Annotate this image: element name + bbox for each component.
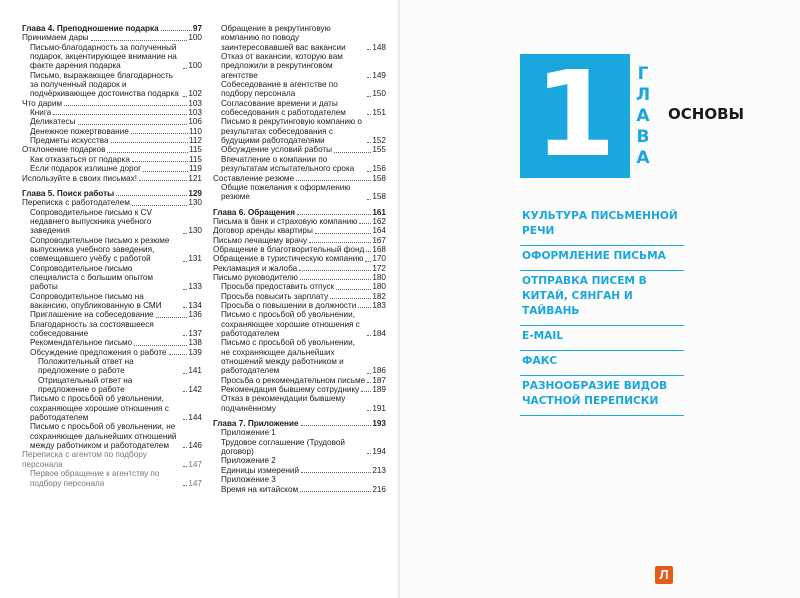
toc-entry-title: Письмо с просьбой об увольнении, не сохраняющее дальнейших отношений между работником и работодателем xyxy=(30,422,177,451)
toc-leader-dots xyxy=(132,205,187,206)
toc-entry-title: Принимаем дары xyxy=(22,33,89,43)
toc-entry-title: Письмо, выражающее благодарность за полученный подарок и подчёркивающее достоинства подарка xyxy=(30,70,179,99)
toc-entry-title: Деликатесы xyxy=(30,117,76,127)
toc-page-number: 180 xyxy=(372,272,386,282)
toc-entry xyxy=(213,52,386,80)
toc-chapter-entry xyxy=(22,189,202,198)
section-item: РАЗНООБРАЗИЕ ВИДОВ ЧАСТНОЙ ПЕРЕПИСКИ xyxy=(520,376,684,416)
toc-leader-dots xyxy=(183,419,187,420)
toc-entry-title: Отказ от вакансии, которую вам предложили в рекрутинговом агентстве xyxy=(221,52,343,80)
toc-leader-dots xyxy=(367,77,371,78)
chapter-title: ОСНОВЫ xyxy=(668,105,745,123)
toc-page-number: 180 xyxy=(372,282,386,292)
toc-entry xyxy=(22,198,202,207)
toc-column-1 xyxy=(22,24,202,488)
toc-entry-title: Сопроводительное письмо к резюме выпускника учебного заведения, совмещавшего учёбу с работой xyxy=(30,235,170,264)
toc-leader-dots xyxy=(299,270,371,271)
toc-page-number: 158 xyxy=(372,192,386,202)
toc-entry-title: Письмо с просьбой об увольнении, сохраняющее хорошие отношения с работодателем xyxy=(30,394,169,423)
toc-entry xyxy=(213,475,386,484)
toc-page-number: 187 xyxy=(372,375,386,385)
toc-leader-dots xyxy=(183,373,187,374)
toc-entry xyxy=(213,310,386,338)
toc-entry xyxy=(213,145,386,154)
toc-page-number: 131 xyxy=(188,254,202,264)
toc-page-number: 184 xyxy=(372,329,386,338)
toc-entry xyxy=(213,376,386,385)
toc-leader-dots xyxy=(131,133,188,134)
toc-entry-title: Просьба о повышении в должности xyxy=(221,300,357,310)
toc-entry-title: Обращение в рекрутинговую компанию по поводу заинтересовавшей вас вакансии xyxy=(221,24,346,52)
toc-leader-dots xyxy=(183,485,187,486)
toc-leader-dots xyxy=(183,391,187,392)
toc-leader-dots xyxy=(183,96,187,97)
toc-entry-title: Глава 7. Приложение xyxy=(213,419,299,429)
toc-leader-dots xyxy=(330,298,371,299)
toc-entry-title: Просьба повысить зарплату xyxy=(221,291,329,301)
toc-page-number: 149 xyxy=(372,70,386,80)
toc-page-number: 137 xyxy=(188,329,202,338)
toc-entry-title: Единицы измерений xyxy=(221,465,300,475)
toc-entry-title: Сопроводительное письмо специалиста с большим опытом работы xyxy=(30,263,154,292)
toc-leader-dots xyxy=(78,124,188,125)
toc-leader-dots xyxy=(367,96,371,97)
toc-entry xyxy=(213,428,386,437)
section-item: E-MAIL xyxy=(520,326,684,351)
toc-page-number: 148 xyxy=(372,42,386,52)
toc-leader-dots xyxy=(297,214,371,215)
toc-entry xyxy=(213,438,386,457)
toc-leader-dots xyxy=(107,152,187,153)
toc-page-number: 103 xyxy=(188,98,202,108)
toc-page-number: 110 xyxy=(188,126,202,136)
toc-entry xyxy=(213,99,386,118)
toc-entry xyxy=(213,117,386,145)
toc-entry xyxy=(22,348,202,357)
toc-entry-title: Общие пожелания к оформлению резюме xyxy=(221,182,351,202)
toc-entry xyxy=(213,254,386,263)
toc-entry-title: Рекламация и жалоба xyxy=(213,263,298,273)
toc-page-number: 194 xyxy=(372,447,386,457)
toc-leader-dots xyxy=(334,152,371,153)
chapter-number-badge xyxy=(520,45,630,183)
toc-page-number: 130 xyxy=(188,198,202,208)
toc-leader-dots xyxy=(64,105,187,106)
toc-entry-title: Обсуждение условий работы xyxy=(221,145,333,155)
toc-entry-title: Просьба предоставить отпуск xyxy=(221,282,335,292)
toc-leader-dots xyxy=(300,491,371,492)
toc-entry xyxy=(213,338,386,375)
chapter-letter: А xyxy=(636,106,650,126)
toc-leader-dots xyxy=(359,223,371,224)
toc-leader-dots xyxy=(183,447,187,448)
toc-leader-dots xyxy=(365,261,371,262)
toc-entry xyxy=(22,99,202,108)
toc-entry xyxy=(213,236,386,245)
toc-leader-dots xyxy=(301,425,372,426)
toc-leader-dots xyxy=(116,195,187,196)
toc-page-number: 172 xyxy=(372,263,386,273)
toc-entry xyxy=(22,320,202,339)
toc-leader-dots xyxy=(301,472,371,473)
toc-entry-title: Положительный ответ на предложение о работе xyxy=(38,357,134,376)
toc-entry-title: Договор аренды квартиры xyxy=(213,226,313,236)
toc-page-number: 115 xyxy=(188,154,202,164)
toc-entry-title: Глава 5. Поиск работы xyxy=(22,188,115,198)
section-item: ОТПРАВКА ПИСЕМ В КИТАЙ, СЯНГАН И ТАЙВАНЬ xyxy=(520,271,684,326)
toc-entry xyxy=(213,485,386,494)
toc-entry-title: Составление резюме xyxy=(213,173,295,183)
toc-leader-dots xyxy=(367,142,371,143)
toc-leader-dots xyxy=(161,30,192,31)
toc-entry-title: Отрицательный ответ на предложение о работе xyxy=(38,375,133,395)
toc-entry xyxy=(213,456,386,465)
toc-entry xyxy=(213,183,386,202)
toc-entry-title: Письмо в рекрутинговую компанию о результатах собеседования с будущими работодателями xyxy=(221,117,362,146)
toc-page-number: 167 xyxy=(372,235,386,245)
toc-entry xyxy=(22,208,202,236)
toc-entry-title: Письмо с просьбой об увольнении, не сохраняющее дальнейших отношений между работником и работодателем xyxy=(221,338,355,376)
toc-leader-dots xyxy=(183,233,187,234)
toc-page-number: 134 xyxy=(188,300,202,310)
toc-leader-dots xyxy=(367,171,371,172)
toc-page-number: 103 xyxy=(188,108,202,118)
toc-entry-title: Обращение в благотворительный фонд xyxy=(213,244,365,254)
toc-leader-dots xyxy=(183,289,187,290)
toc-entry xyxy=(213,80,386,99)
toc-entry-title: Переписка с агентом по подбору персонала xyxy=(22,450,147,469)
toc-leader-dots xyxy=(358,307,371,308)
toc-entry-title: Приложение 2 xyxy=(221,456,276,466)
toc-entry-title: Глава 4. Преподношение подарка xyxy=(22,24,159,33)
toc-leader-dots xyxy=(367,453,371,454)
toc-leader-dots xyxy=(183,466,187,467)
toc-entry xyxy=(22,33,202,42)
toc-page-number: 100 xyxy=(188,33,202,43)
toc-page-number: 119 xyxy=(188,164,202,174)
publisher-logo: Л xyxy=(655,566,673,584)
toc-leader-dots xyxy=(367,114,371,115)
toc-entry-title: Приложение 3 xyxy=(221,475,276,485)
toc-entry xyxy=(22,422,202,450)
toc-leader-dots xyxy=(296,180,371,181)
toc-page-number: 121 xyxy=(188,173,202,183)
toc-entry xyxy=(213,466,386,475)
toc-page-number: 150 xyxy=(372,89,386,99)
toc-page-number: 161 xyxy=(372,207,386,217)
toc-page-number: 170 xyxy=(372,254,386,264)
toc-entry-title: Денежное пожертвование xyxy=(30,126,129,136)
toc-page-number: 152 xyxy=(372,136,386,146)
toc-entry-title: Письма в банк и страховую компанию xyxy=(213,216,358,226)
toc-entry-title: Книга xyxy=(30,108,52,118)
toc-entry-title: Рекомендательное письмо xyxy=(30,338,133,348)
toc-page-number: 146 xyxy=(188,441,202,451)
toc-page-number: 139 xyxy=(188,347,202,357)
toc-page-number: 141 xyxy=(188,366,202,376)
chapter-letter: Л xyxy=(635,85,651,105)
toc-page-number: 213 xyxy=(372,465,386,475)
toc-page-number: 186 xyxy=(372,366,386,376)
chapter-sections-list xyxy=(520,206,684,416)
toc-entry-title: Собеседование в агентстве по подбору персонала xyxy=(221,80,338,99)
toc-entry-title: Что дарим xyxy=(22,98,63,108)
toc-page-number: 102 xyxy=(188,89,202,99)
toc-entry-title: Отказ в рекомендации бывшему подчинённому xyxy=(221,394,346,413)
toc-entry-title: Приложение 1 xyxy=(221,428,276,438)
toc-entry xyxy=(213,217,386,226)
toc-leader-dots xyxy=(183,335,187,336)
toc-leader-dots xyxy=(53,114,187,115)
toc-leader-dots xyxy=(183,261,187,262)
chapter-letter: В xyxy=(636,127,650,147)
toc-entry xyxy=(22,338,202,347)
toc-entry xyxy=(22,292,202,311)
toc-entry xyxy=(22,469,202,488)
toc-leader-dots xyxy=(361,391,371,392)
toc-leader-dots xyxy=(169,354,188,355)
toc-leader-dots xyxy=(111,142,188,143)
toc-entry-title: Благодарность за состоявшееся собеседование xyxy=(30,319,154,338)
toc-entry xyxy=(213,273,386,282)
toc-entry xyxy=(22,127,202,136)
toc-leader-dots xyxy=(367,49,371,50)
toc-entry xyxy=(213,174,386,183)
section-item: ФАКС xyxy=(520,351,684,376)
toc-entry xyxy=(213,264,386,273)
toc-page-number: 136 xyxy=(188,310,202,320)
toc-page-number: 183 xyxy=(372,300,386,310)
toc-entry xyxy=(22,43,202,71)
toc-chapter-entry xyxy=(22,24,202,33)
toc-leader-dots xyxy=(309,242,371,243)
toc-entry-title: Если подарок излишне дорог xyxy=(30,164,142,174)
toc-entry-title: Приглашение на собеседование xyxy=(30,310,154,320)
toc-page-number: 115 xyxy=(188,145,202,155)
toc-page-number: 164 xyxy=(372,226,386,236)
toc-entry xyxy=(213,292,386,301)
toc-page-number: 158 xyxy=(372,173,386,183)
toc-entry-title: Просьба о рекомендательном письме xyxy=(221,375,366,385)
toc-entry-title: Используйте в своих письмах! xyxy=(22,173,138,183)
toc-page-number: 216 xyxy=(372,484,386,494)
toc-leader-dots xyxy=(366,251,371,252)
toc-chapter-entry xyxy=(213,208,386,217)
toc-entry xyxy=(22,450,202,469)
toc-entry-title: Обсуждение предложения о работе xyxy=(30,347,167,357)
toc-page-number: 168 xyxy=(372,244,386,254)
toc-entry xyxy=(213,226,386,235)
toc-entry xyxy=(22,164,202,173)
toc-page-number: 155 xyxy=(372,145,386,155)
toc-entry-title: Трудовое соглашение (Трудовой договор) xyxy=(221,437,345,457)
toc-leader-dots xyxy=(134,345,187,346)
toc-page-number: 129 xyxy=(188,188,202,198)
toc-page-number: 191 xyxy=(372,403,386,413)
toc-page-number: 142 xyxy=(188,385,202,395)
toc-leader-dots xyxy=(132,161,188,162)
left-page xyxy=(0,0,398,598)
toc-entry xyxy=(213,394,386,413)
toc-leader-dots xyxy=(300,279,371,280)
toc-page-number: 193 xyxy=(372,419,386,429)
toc-leader-dots xyxy=(183,68,187,69)
chapter-number: 1 xyxy=(533,45,617,183)
section-item: КУЛЬТУРА ПИСЬМЕННОЙ РЕЧИ xyxy=(520,206,684,246)
toc-entry xyxy=(22,394,202,422)
toc-entry xyxy=(22,236,202,264)
toc-entry xyxy=(22,310,202,319)
toc-page-number: 138 xyxy=(188,338,202,348)
toc-leader-dots xyxy=(336,289,371,290)
toc-page-number: 133 xyxy=(188,282,202,292)
toc-entry xyxy=(22,376,202,395)
toc-leader-dots xyxy=(315,233,371,234)
toc-page-number: 147 xyxy=(188,459,202,469)
toc-entry xyxy=(22,108,202,117)
toc-page-number: 151 xyxy=(372,108,386,118)
toc-entry xyxy=(22,357,202,376)
toc-entry-title: Сопроводительное письмо к CV недавнего выпускника учебного заведения xyxy=(30,207,152,236)
toc-entry xyxy=(213,245,386,254)
toc-entry-title: Время на китайском xyxy=(221,484,299,494)
toc-entry xyxy=(213,385,386,394)
toc-entry xyxy=(213,301,386,310)
toc-chapter-entry xyxy=(213,419,386,428)
toc-entry-title: Рекомендация бывшему сотруднику xyxy=(221,385,360,395)
toc-page-number: 97 xyxy=(192,24,202,33)
toc-leader-dots xyxy=(143,171,188,172)
toc-page-number: 189 xyxy=(372,385,386,395)
toc-page-number: 144 xyxy=(188,413,202,423)
toc-entry xyxy=(213,24,386,52)
toc-entry-title: Переписка с работодателем xyxy=(22,198,130,208)
toc-page-number: 112 xyxy=(188,136,202,146)
chapter-letter: А xyxy=(636,148,650,168)
toc-page-number: 100 xyxy=(188,61,202,71)
toc-page-number: 130 xyxy=(188,226,202,236)
toc-leader-dots xyxy=(367,335,371,336)
toc-page-number: 147 xyxy=(188,478,202,488)
toc-entry xyxy=(22,117,202,126)
toc-entry-title: Письмо с просьбой об увольнении, сохраняющее хорошие отношения с работодателем xyxy=(221,310,360,338)
toc-entry-title: Письмо руководителю xyxy=(213,272,298,282)
toc-page-number: 162 xyxy=(372,216,386,226)
toc-entry-title: Обращение в туристическую компанию xyxy=(213,254,364,264)
toc-entry xyxy=(22,71,202,99)
toc-leader-dots xyxy=(183,307,187,308)
toc-entry xyxy=(22,136,202,145)
section-item: ОФОРМЛЕНИЕ ПИСЬМА xyxy=(520,246,684,271)
toc-leader-dots xyxy=(156,317,188,318)
toc-entry-title: Сопроводительное письмо на вакансию, опубликованную в СМИ xyxy=(30,291,162,310)
toc-entry xyxy=(22,174,202,183)
toc-leader-dots xyxy=(367,410,371,411)
toc-entry-title: Предметы искусства xyxy=(30,136,109,146)
chapter-word-vertical xyxy=(632,64,654,169)
toc-entry-title: Согласование времени и даты собеседования с работодателем xyxy=(221,98,346,118)
toc-page-number: 106 xyxy=(188,117,202,127)
toc-entry-title: Как отказаться от подарка xyxy=(30,154,130,164)
toc-leader-dots xyxy=(139,180,187,181)
toc-entry xyxy=(22,145,202,154)
toc-entry-title: Глава 6. Обращения xyxy=(213,207,296,217)
toc-entry-title: Письмо-благодарность за полученный подарок, акцентирующее внимание на факте дарения подарка xyxy=(30,42,177,71)
chapter-letter: Г xyxy=(637,64,649,84)
toc-leader-dots xyxy=(367,382,371,383)
toc-leader-dots xyxy=(91,40,188,41)
right-page xyxy=(400,0,800,598)
toc-entry-title: Отклонение подарков xyxy=(22,145,106,155)
toc-entry xyxy=(22,264,202,292)
toc-entry-title: Первое обращение к агентству по подбору персонала xyxy=(30,469,160,488)
toc-entry xyxy=(213,282,386,291)
toc-column-2 xyxy=(213,24,386,494)
toc-page-number: 156 xyxy=(372,164,386,174)
toc-page-number: 182 xyxy=(372,291,386,301)
toc-entry-title: Письмо лечащему врачу xyxy=(213,235,308,245)
toc-leader-dots xyxy=(367,199,371,200)
toc-entry-title: Впечатление о компании по результатам испытательного срока xyxy=(221,154,355,174)
toc-entry xyxy=(22,155,202,164)
toc-leader-dots xyxy=(367,373,371,374)
toc-entry xyxy=(213,155,386,174)
